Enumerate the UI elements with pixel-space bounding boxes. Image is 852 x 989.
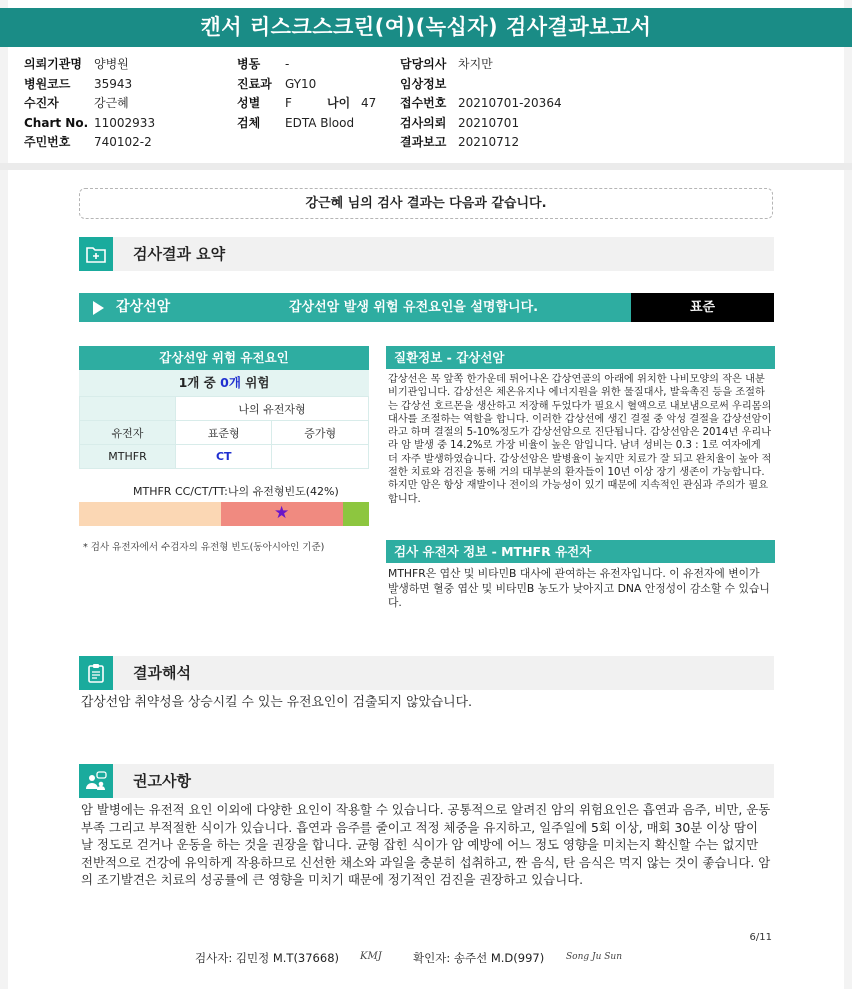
gene-table-title: 갑상선암 위험 유전요인: [79, 346, 369, 370]
right-margin-shade: [844, 0, 852, 989]
left-margin-shade: [0, 0, 8, 989]
standard-genotype-cell: CT: [176, 445, 272, 469]
gene-risk-table: [79, 346, 369, 469]
count-suffix: 위험: [245, 375, 270, 390]
label-clinical-info: 임상정보: [400, 76, 447, 91]
label-chart-no: Chart No.: [24, 115, 89, 130]
genotype-table: [79, 396, 369, 469]
count-value: 0개: [220, 375, 241, 390]
risk-level-badge: 표준: [631, 293, 774, 322]
increased-column-header: 증가형: [272, 421, 369, 445]
header-separator: [0, 163, 852, 170]
label-specimen: 검체: [237, 115, 261, 130]
greeting-banner: 강근혜 님의 검사 결과는 다음과 같습니다.: [79, 188, 773, 219]
value-sex: F: [285, 96, 292, 110]
value-specimen: EDTA Blood: [285, 115, 355, 130]
cancer-name: 갑상선암: [116, 299, 171, 315]
report-title: 캔서 리스크스크린(여)(녹십자) 검사결과보고서: [0, 8, 852, 47]
disease-info-title: 질환정보 - 갑상선암: [386, 346, 775, 369]
cancer-description: 갑상선암 발생 위험 유전요인을 설명합니다.: [289, 300, 539, 315]
patient-info-col2: [237, 55, 377, 133]
recommendation-section-title: 권고사항: [133, 772, 191, 790]
value-hospital-code: 35943: [94, 76, 133, 91]
empty-header-cell: [80, 397, 176, 421]
value-request-date: 20210701: [458, 115, 520, 130]
disease-info-text: 갑상선은 목 앞쪽 한가운데 튀어나온 갑상연골의 아래에 위치한 나비모양의 작은 내분비기관입니다. 갑상선은 체온유지나 에너지원을 위한 물질대사, 발육촉진 등을 조절하는 갑상선 호르몬을 생산하고 저장해 두었다가 필요시 혈액으로 내보냄으로써 우리몸의 대사를 조절하는 역할을 합니다. 이러한 갑상선에 생긴 결절 중 악성 결절을 갑상선암이라고 하며 결절의 5-10%정도가 갑상선암으로 진단됩니다. 갑상선암은 2014년 우리나라 암 발생 중 14.2%로 가장 비율이 높은 암입니다. 남녀 성비는 0.3 : 1로 여자에게 더 자주 발생하였습니다. 갑상선암은 발병율이 높지만 치료가 잘 되고 완치율이 높아 적절한 치료와 검진을 통해 거의 대부분의 환자들이 10년 이상 장기 생존이 가능합니다. 하지만 암은 항상 재발이나 전이의 가능성이 있기 때문에 지속적인 관심과 주의가 필요합니다.: [388, 374, 772, 505]
value-department: GY10: [285, 76, 317, 91]
freq-segment-tt: [343, 502, 369, 526]
gene-risk-count: [79, 370, 369, 396]
frequency-note: * 검사 유전자에서 수검자의 유전형 빈도(동아시아인 기준): [83, 542, 325, 553]
table-row: [80, 445, 369, 469]
my-genotype-header: 나의 유전자형: [176, 397, 369, 421]
label-report-date: 결과보고: [400, 135, 447, 149]
count-prefix: 1개 중: [178, 375, 216, 390]
patient-info-col1: [24, 55, 155, 153]
value-resident-no: 740102-2: [94, 135, 152, 149]
standard-column-header: 표준형: [176, 421, 272, 445]
value-institution: 양병원: [94, 57, 129, 71]
patient-info-col3: [400, 55, 562, 153]
genotype-frequency-bar: [79, 502, 369, 526]
gene-info-title: 검사 유전자 정보 - MTHFR 유전자: [386, 540, 775, 563]
summary-section-title: 검사결과 요약: [133, 245, 226, 263]
interpretation-text: 갑상선암 취약성을 상승시킬 수 있는 유전요인이 검출되지 않았습니다.: [81, 695, 473, 710]
gene-info-panel: [386, 540, 775, 611]
gene-name-cell: MTHFR: [80, 445, 176, 469]
value-age: 47: [361, 96, 377, 110]
interpretation-section-title: 결과해석: [133, 664, 191, 682]
label-institution: 의뢰기관명: [24, 57, 82, 71]
clipboard-icon: [79, 656, 113, 690]
increased-genotype-cell: [272, 445, 369, 469]
interpretation-section-header: [79, 656, 774, 690]
value-doctor: 차지만: [458, 57, 493, 71]
my-genotype-star-icon: ★: [274, 503, 290, 523]
confirmer-info: 확인자: 송주선 M.D(997): [413, 951, 545, 965]
page-number: 6/11: [749, 932, 772, 943]
summary-section-header: [79, 237, 774, 271]
recommendation-section-header: [79, 764, 774, 798]
label-sex: 성별: [237, 96, 261, 110]
gene-column-header: 유전자: [80, 421, 176, 445]
label-doctor: 담당의사: [400, 57, 447, 71]
tester-info: 검사자: 김민정 M.T(37668): [195, 951, 339, 965]
label-receipt-no: 접수번호: [400, 96, 447, 110]
label-resident-no: 주민번호: [24, 135, 71, 149]
value-ward: -: [285, 57, 290, 71]
disease-info-panel: [386, 346, 775, 506]
gene-info-text: MTHFR은 엽산 및 비타민B 대사에 관여하는 유전자입니다. 이 유전자에 변이가 발생하면 혈중 엽산 및 비타민B 농도가 낮아지고 DNA 안정성이 감소할 수 있습니다.: [388, 567, 770, 609]
label-age: 나이: [327, 96, 351, 110]
label-request-date: 검사의뢰: [400, 115, 447, 130]
confirmer-signature: Song Ju Sun: [566, 952, 623, 962]
tester-signature: KMJ: [360, 951, 382, 962]
people-chat-icon: [79, 764, 113, 798]
play-triangle-icon: [93, 301, 104, 315]
value-chart-no: 11002933: [94, 115, 156, 130]
label-hospital-code: 병원코드: [24, 76, 71, 91]
label-examinee: 수진자: [24, 96, 59, 110]
cancer-risk-bar: [79, 293, 774, 322]
folder-plus-icon: [79, 237, 113, 271]
recommendation-text: 암 발병에는 유전적 요인 이외에 다양한 요인이 작용할 수 있습니다. 공통적으로 알려진 암의 위험요인은 흡연과 음주, 비만, 운동 부족 그리고 부적절한 식이가 있습니다. 흡연과 음주를 줄이고 적정 체중을 유지하고, 일주일에 5회 이상, 매회 30분 이상 땀이 날 정도로 걷거나 운동을 하는 것을 권장을 합니다. 균형 잡힌 식이가 암 예방에 어느 정도 영향을 미치는지 확신할 수는 없지만 전반적으로 건강에 유익하게 작용하므로 신선한 채소와 과일을 충분히 섭취하고, 짠 음식, 탄 음식은 먹지 않는 것이 좋습니다. 암의 조기발견은 치료의 성공률에 큰 영향을 미치기 때문에 정기적인 검진을 권장하고 있습니다.: [81, 802, 771, 888]
frequency-label: MTHFR CC/CT/TT:나의 유전형빈도(42%): [133, 485, 339, 498]
label-department: 진료과: [237, 76, 272, 91]
freq-segment-cc: [79, 502, 221, 526]
value-report-date: 20210712: [458, 135, 520, 149]
label-ward: 병동: [237, 57, 261, 71]
value-examinee: 강근혜: [94, 96, 129, 110]
value-receipt-no: 20210701-20364: [458, 96, 562, 110]
